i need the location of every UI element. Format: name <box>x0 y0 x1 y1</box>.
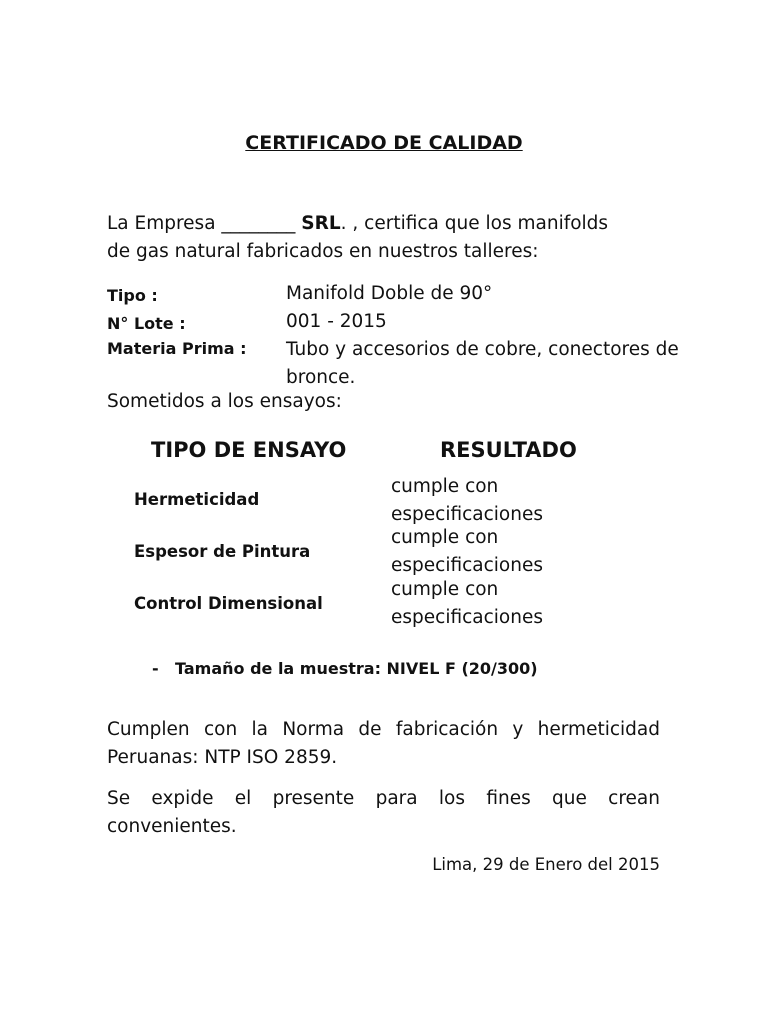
tests-intro: Sometidos a los ensayos: <box>107 391 342 412</box>
field-value-materia-line-2: bronce. <box>286 367 356 388</box>
field-label-tipo: Tipo : <box>107 286 158 305</box>
intro-suffix: . , certifica que los manifolds <box>340 213 609 234</box>
field-value-materia-line-1: Tubo y accesorios de cobre, conectores de <box>286 339 679 360</box>
table-row-result-line-2: especificaciones <box>391 607 543 628</box>
table-row-test: Espesor de Pintura <box>134 542 311 561</box>
table-row-result-line-2: especificaciones <box>391 504 543 525</box>
closing-line-2: convenientes. <box>107 816 237 837</box>
field-label-lote: N° Lote : <box>107 314 186 333</box>
table-row-test: Hermeticidad <box>134 490 260 509</box>
sample-bullet: - <box>152 659 159 678</box>
sample-size-text: Tamaño de la muestra: NIVEL F (20/300) <box>175 659 538 678</box>
table-row-result-line-1: cumple con <box>391 527 499 548</box>
field-label-materia: Materia Prima : <box>107 339 247 358</box>
table-row-result-line-2: especificaciones <box>391 555 543 576</box>
norm-line-2: Peruanas: NTP ISO 2859. <box>107 747 338 768</box>
issue-date: Lima, 29 de Enero del 2015 <box>432 855 660 874</box>
table-row-result-line-1: cumple con <box>391 579 499 600</box>
table-header-result: RESULTADO <box>440 438 577 462</box>
field-value-tipo: Manifold Doble de 90° <box>286 283 493 304</box>
company-suffix: SRL <box>301 213 341 234</box>
field-value-lote: 001 - 2015 <box>286 311 387 332</box>
intro-prefix: La Empresa ________ <box>107 213 302 234</box>
table-row-result-line-1: cumple con <box>391 476 499 497</box>
table-header-test: TIPO DE ENSAYO <box>151 438 347 462</box>
table-row-test: Control Dimensional <box>134 594 323 613</box>
intro-line-1 <box>107 210 608 238</box>
norm-line-1: Cumplen con la Norma de fabricación y hermeticidad <box>107 719 660 740</box>
closing-line-1: Se expide el presente para los fines que crean <box>107 788 660 809</box>
intro-line-2: de gas natural fabricados en nuestros talleres: <box>107 241 539 262</box>
document-title: CERTIFICADO DE CALIDAD <box>245 132 523 154</box>
